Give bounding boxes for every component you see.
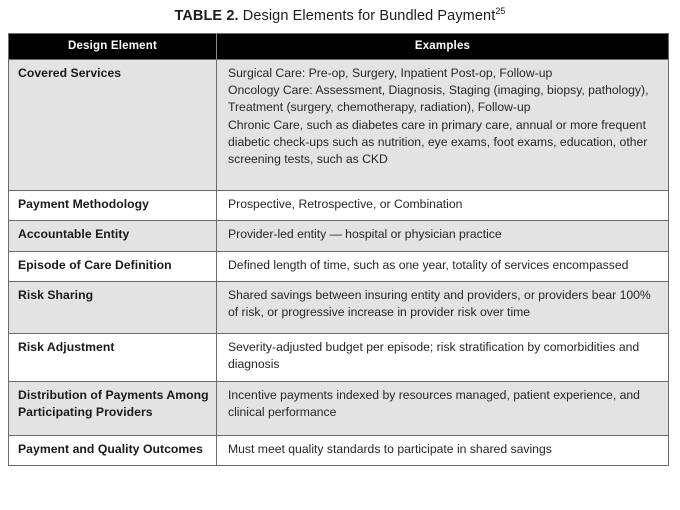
table-row	[9, 334, 669, 381]
example-line: Chronic Care, such as diabetes care in primary care, annual or more frequent diabetic check-ups such as nutrition, eye exams, foot exams, education, other screening tests, such as CKD	[228, 117, 648, 167]
table-row	[9, 191, 669, 221]
row-examples	[217, 251, 669, 281]
table-row	[9, 221, 669, 251]
example-line: Must meet quality standards to participate in shared savings	[228, 442, 552, 457]
row-design-element: Covered Services	[9, 60, 217, 191]
row-examples	[217, 281, 669, 333]
example-line: Provider-led entity — hospital or physician practice	[228, 227, 502, 242]
table-row	[9, 381, 669, 435]
table-header-row	[9, 34, 669, 60]
example-line: Severity-adjusted budget per episode; risk stratification by comorbidities and diagnosis	[228, 340, 640, 372]
row-design-element: Risk Adjustment	[9, 334, 217, 381]
table-caption-superscript: 25	[495, 6, 506, 16]
row-examples	[217, 60, 669, 191]
table-header	[9, 34, 669, 60]
table-caption	[0, 6, 680, 24]
column-header-design-element: Design Element	[9, 34, 217, 60]
table-row	[9, 281, 669, 333]
column-header-examples: Examples	[217, 34, 669, 60]
row-examples	[217, 436, 669, 466]
table-row	[9, 436, 669, 466]
row-design-element: Episode of Care Definition	[9, 251, 217, 281]
row-design-element: Risk Sharing	[9, 281, 217, 333]
table-body	[9, 60, 669, 466]
row-design-element: Payment and Quality Outcomes	[9, 436, 217, 466]
example-line: Incentive payments indexed by resources managed, patient experience, and clinical performance	[228, 387, 640, 419]
example-line: Surgical Care: Pre-op, Surgery, Inpatient Post-op, Follow-up	[228, 66, 553, 80]
row-design-element: Accountable Entity	[9, 221, 217, 251]
example-line: Shared savings between insuring entity and providers, or providers bear 100% of risk, or progressive increase in provider risk over time	[228, 287, 651, 320]
row-examples	[217, 191, 669, 221]
table-caption-label: TABLE 2.	[174, 7, 239, 24]
row-examples	[217, 221, 669, 251]
table-container	[8, 33, 668, 466]
example-line: Prospective, Retrospective, or Combination	[228, 197, 463, 212]
row-examples	[217, 381, 669, 435]
design-elements-table	[8, 33, 669, 466]
table-caption-text: Design Elements for Bundled Payment	[238, 7, 496, 24]
row-examples	[217, 334, 669, 381]
row-design-element: Distribution of Payments Among Participating Providers	[9, 381, 217, 435]
example-line: Defined length of time, such as one year, totality of services encompassed	[228, 257, 629, 272]
table-row	[9, 251, 669, 281]
row-design-element: Payment Methodology	[9, 191, 217, 221]
table-row	[9, 60, 669, 191]
example-line: Oncology Care: Assessment, Diagnosis, Staging (imaging, biopsy, pathology), Treatment (surgery, chemotherapy, radiation), Follow-up	[228, 83, 649, 115]
